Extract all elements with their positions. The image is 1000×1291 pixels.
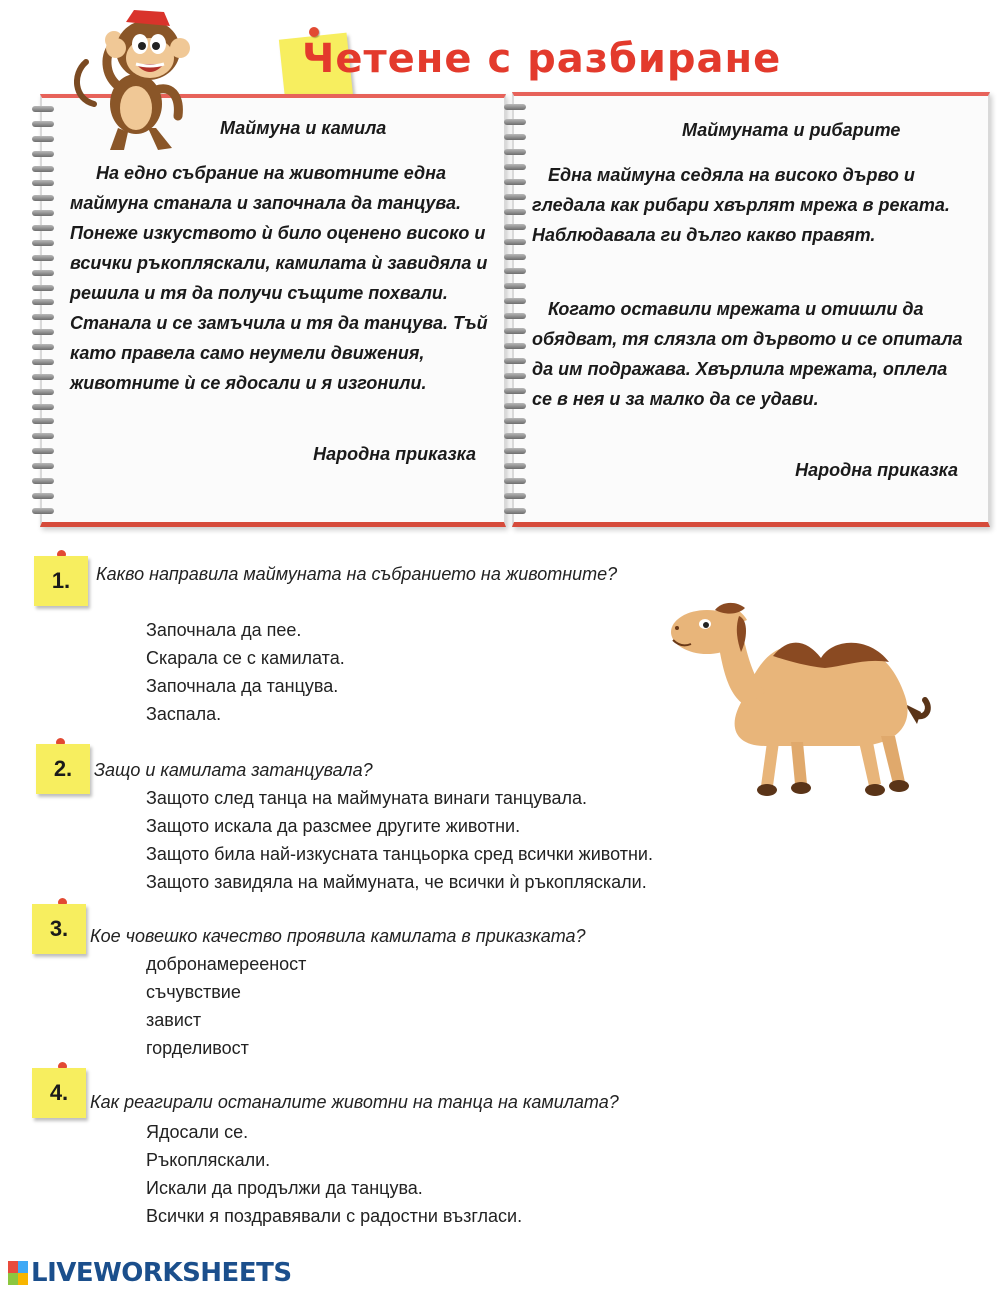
question-text: Защо и камилата затанцувала? <box>94 760 373 780</box>
question-number-note: 2. <box>36 744 90 794</box>
question-text: Какво направила маймуната на събранието на животните? <box>96 564 618 584</box>
page-title: Четене с разбиране <box>302 36 782 82</box>
story-paragraph: Една маймуна седяла на високо дърво и гледала как рибари хвърлят мрежа в реката. Наблюдавала ги дълго какво правят. <box>532 165 950 245</box>
answer-option[interactable]: Искали да продължи да танцува. <box>146 1178 423 1198</box>
answer-option[interactable]: Защото завидяла на маймуната, че всички ѝ ръкопляскали. <box>146 872 647 892</box>
liveworksheets-logo <box>8 1258 292 1288</box>
answer-option[interactable]: Започнала да танцува. <box>146 676 339 696</box>
story-text: На едно събрание на животните една маймуна станала и започнала да танцува. Понеже изкуството ѝ било оценено високо и всички ръкопляскали, камилата ѝ завидяла и решила и тя да получи същите похвали. Станала и се замъчила и тя да танцува. Тъй като правела само неумели движения, животните ѝ се ядосали и я изгонили. <box>70 163 488 393</box>
answer-option[interactable]: завист <box>146 1010 202 1030</box>
question-text: Как реагирали останалите животни на танца на камилата? <box>90 1092 619 1112</box>
answer-option[interactable]: горделивост <box>146 1038 249 1058</box>
camel-illustration <box>655 596 935 810</box>
answer-option[interactable]: Защото била най-изкусната танцьорка сред всички животни. <box>146 844 653 864</box>
story-title: Маймуна и камила <box>220 118 387 138</box>
answer-option[interactable]: съчувствие <box>146 982 241 1002</box>
spiral-binding <box>32 106 54 514</box>
notebook-left <box>40 94 506 527</box>
answer-option[interactable]: Защото след танца на маймуната винаги танцувала. <box>146 788 588 808</box>
logo-icon <box>8 1261 28 1285</box>
answer-option[interactable]: добронамерееност <box>146 954 307 974</box>
logo-text: LIVEWORKSHEETS <box>31 1258 292 1288</box>
answer-option[interactable]: Всички я поздравявали с радостни възгласи. <box>146 1206 523 1226</box>
answer-options <box>146 616 345 728</box>
notebook-right <box>512 92 990 527</box>
answer-option[interactable]: Защото искала да разсмее другите животни. <box>146 816 521 836</box>
answer-option[interactable]: Скарала се с камилата. <box>146 648 345 668</box>
answer-option[interactable]: Ръкопляскали. <box>146 1150 271 1170</box>
story-title: Маймуната и рибарите <box>682 120 901 140</box>
story-source: Народна приказка <box>795 460 958 480</box>
spiral-binding <box>504 104 526 514</box>
question-number-note: 4. <box>32 1068 86 1118</box>
answer-options <box>146 1118 522 1230</box>
answer-options <box>146 784 653 896</box>
answer-option[interactable]: Започнала да пее. <box>146 620 302 640</box>
answer-option[interactable]: Ядосали се. <box>146 1122 249 1142</box>
monkey-illustration <box>74 4 194 154</box>
question-number-note: 3. <box>32 904 86 954</box>
story-paragraph: Когато оставили мрежата и отишли да обядват, тя слязла от дървото и се опитала да им подражава. Хвърлила мрежата, оплела се в нея и за малко да се удави. <box>532 299 963 409</box>
answer-options <box>146 950 306 1062</box>
question-number-note: 1. <box>34 556 88 606</box>
question-text: Кое човешко качество проявила камилата в приказката? <box>90 926 586 946</box>
story-source: Народна приказка <box>313 444 476 464</box>
answer-option[interactable]: Заспала. <box>146 704 222 724</box>
